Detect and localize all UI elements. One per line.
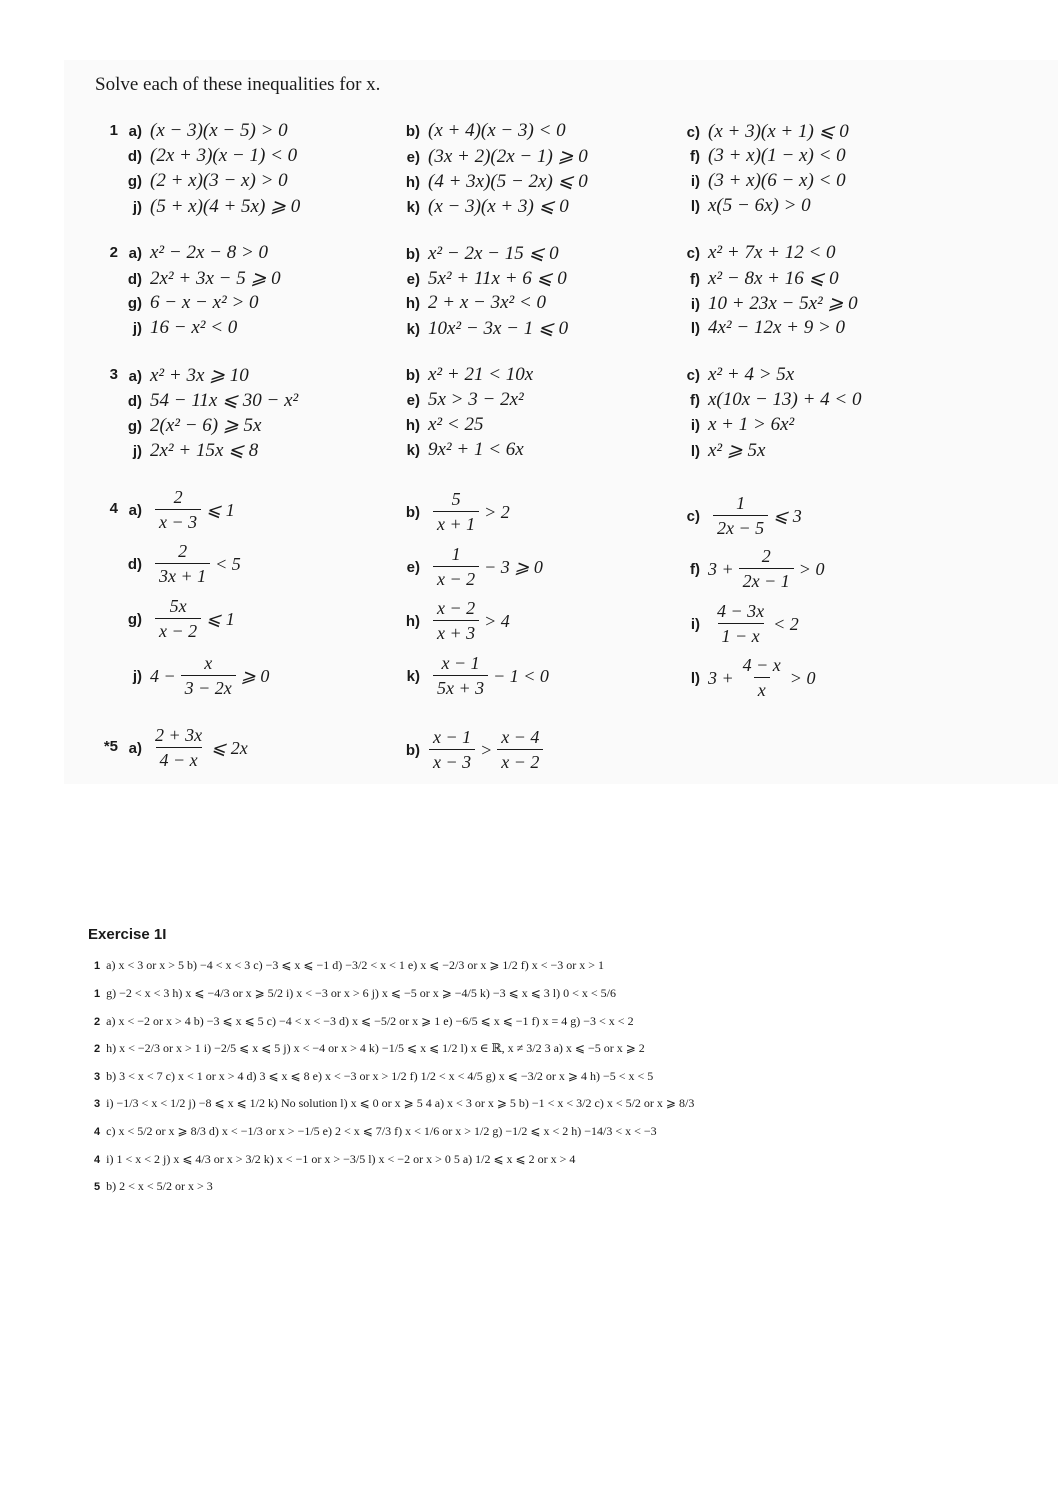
inequality: 10x² − 3x − 1 ⩽ 0	[428, 318, 569, 339]
q5-item-b	[400, 724, 546, 776]
q2-item-i	[680, 292, 858, 315]
inequality-sign: >	[480, 739, 493, 760]
q3-item-b	[400, 364, 533, 386]
item-label: h)	[405, 174, 420, 191]
item-label: g)	[127, 418, 142, 435]
inequality: 4x² − 12x + 9 > 0	[708, 317, 846, 338]
answer-question-number: 3	[94, 1071, 101, 1083]
numerator: 2	[173, 487, 183, 508]
inequality: (x − 3)(x + 3) ⩽ 0	[428, 196, 569, 217]
numerator: x − 1	[433, 727, 472, 748]
item-label: c)	[686, 507, 700, 525]
item-label: k)	[406, 199, 420, 216]
item-label: d)	[127, 148, 142, 165]
inequality: (3x + 2)(2x − 1) ⩾ 0	[428, 146, 588, 167]
answer-line	[94, 1124, 657, 1139]
denominator: x − 2	[433, 566, 479, 589]
numerator: 2 + 3x	[155, 725, 203, 746]
denominator: x − 3	[429, 749, 475, 772]
inequality: 2x² + 15x ⩽ 8	[150, 440, 259, 461]
q4-item-b	[400, 486, 512, 538]
inequality: 5x² + 11x + 6 ⩽ 0	[428, 268, 567, 289]
item-label: a)	[128, 123, 142, 140]
suffix-term: ⩽ 1	[206, 608, 235, 629]
answer-line	[94, 1179, 213, 1194]
answer-question-number: 3	[94, 1098, 101, 1110]
answer-question-number: 2	[94, 1016, 101, 1028]
question-number-5: *5	[103, 738, 118, 755]
suffix-term: ⩽ 3	[773, 505, 802, 526]
item-label: g)	[127, 173, 142, 190]
inequality: 10 + 23x − 5x² ⩾ 0	[708, 293, 858, 314]
item-label: e)	[406, 392, 420, 409]
item-label: a)	[128, 739, 142, 757]
fraction	[713, 602, 768, 646]
answer-line	[94, 1014, 634, 1029]
item-label: k)	[406, 667, 420, 685]
inequality: (x + 3)(x + 1) ⩽ 0	[708, 121, 849, 142]
item-label: b)	[405, 503, 420, 521]
q3-item-l	[680, 439, 765, 462]
q4-item-c	[680, 490, 804, 542]
item-label: h)	[405, 417, 420, 434]
item-label: a)	[128, 245, 142, 262]
item-label: a)	[128, 368, 142, 385]
inequality: 9x² + 1 < 6x	[428, 439, 524, 460]
fraction-right	[497, 728, 543, 772]
inequality: 54 − 11x ⩽ 30 − x²	[150, 390, 299, 411]
numerator: 1	[451, 544, 461, 565]
numerator: 5x	[169, 596, 187, 617]
answer-question-number: 1	[94, 988, 101, 1000]
item-label: b)	[405, 741, 420, 759]
item-label: f)	[690, 560, 700, 578]
inequality: x² + 4 > 5x	[708, 364, 795, 385]
item-label: d)	[127, 393, 142, 410]
q1-item-g	[122, 170, 288, 192]
q3-item-c	[680, 364, 794, 386]
numerator: 4 − 3x	[717, 601, 765, 622]
fraction	[151, 726, 206, 770]
inequality: x + 1 > 6x²	[708, 414, 795, 435]
q2-item-d	[122, 267, 281, 290]
q2-item-f	[680, 267, 839, 290]
q2-item-b	[400, 242, 559, 265]
numerator: x	[204, 653, 213, 674]
denominator: 2x − 5	[713, 515, 768, 538]
inequality: x² < 25	[428, 414, 484, 435]
q2-item-h	[400, 292, 546, 314]
item-label: e)	[406, 558, 420, 576]
inequality: (3 + x)(6 − x) < 0	[708, 170, 846, 191]
inequality: 2 + x − 3x² < 0	[428, 292, 547, 313]
inequality: (x + 4)(x − 3) < 0	[428, 120, 566, 141]
q3-item-h	[400, 414, 483, 436]
inequality: x² + 3x ⩾ 10	[150, 365, 249, 386]
q3-item-e	[400, 389, 524, 411]
fraction	[155, 597, 201, 641]
numerator: x − 4	[501, 727, 540, 748]
answer-text: h) x < −2/3 or x > 1 i) −2/5 ⩽ x ⩽ 5 j) x < −4 or x > 4 k) −1/5 ⩽ x ⩽ 1/2 l) x ∈ ℝ, x ≠ 3/2 3 a) x ⩽ −5 or x ⩾ 2	[106, 1041, 645, 1055]
inequality: 5x > 3 − 2x²	[428, 389, 524, 410]
numerator: 5	[451, 489, 461, 510]
inequality: x² ⩾ 5x	[708, 440, 766, 461]
denominator: 3 − 2x	[181, 675, 236, 698]
fraction	[181, 654, 236, 698]
q3-item-g	[122, 414, 261, 437]
item-label: h)	[405, 295, 420, 312]
item-label: e)	[406, 271, 420, 288]
answer-text: i) 1 < x < 2 j) x ⩽ 4/3 or x > 3/2 k) x < −1 or x > −3/5 l) x < −2 or x > 0 5 a) 1/2 ⩽ x ⩽ 2 or x > 4	[106, 1152, 576, 1166]
q1-item-k	[400, 195, 569, 218]
q1-item-j	[122, 195, 300, 218]
q4-item-i	[680, 598, 801, 650]
item-label: b)	[405, 123, 420, 140]
question-number-1: 1	[109, 122, 118, 139]
answer-text: b) 3 < x < 7 c) x < 1 or x > 4 d) 3 ⩽ x ⩽ 8 e) x < −3 or x > 1/2 f) 1/2 < x < 4/5 g) x ⩽ −3/2 or x ⩾ 4 h) −5 < x < 5	[106, 1069, 654, 1083]
denominator: 1 − x	[718, 623, 764, 646]
denominator: 3x + 1	[155, 563, 210, 586]
suffix-term: < 5	[215, 553, 241, 574]
suffix-term: − 1 < 0	[493, 665, 549, 686]
q4-item-d	[122, 538, 243, 590]
item-label: l)	[690, 669, 700, 687]
answer-line	[94, 1069, 653, 1084]
answer-question-number: 2	[94, 1043, 101, 1055]
item-label: c)	[686, 367, 700, 384]
item-label: f)	[690, 392, 700, 409]
fraction	[739, 656, 785, 700]
item-label: b)	[405, 367, 420, 384]
fraction	[433, 490, 479, 534]
answer-line	[94, 1152, 575, 1167]
q3-item-i	[680, 414, 794, 436]
suffix-term: > 0	[789, 667, 816, 688]
inequality: (5 + x)(4 + 5x) ⩾ 0	[150, 196, 301, 217]
denominator: 5x + 3	[433, 675, 488, 698]
q4-item-e	[400, 541, 545, 593]
item-label: l)	[690, 443, 700, 460]
q1-item-l	[680, 195, 811, 217]
q3-item-d	[122, 389, 298, 412]
q3-item-j	[122, 439, 258, 462]
q3-item-f	[680, 389, 861, 411]
fraction	[433, 545, 479, 589]
item-label: j)	[132, 199, 142, 216]
denominator: x	[754, 677, 770, 700]
suffix-term: < 2	[773, 613, 799, 634]
fraction	[155, 542, 210, 586]
denominator: x + 3	[433, 620, 479, 643]
item-label: i)	[690, 615, 700, 633]
suffix-term: − 3 ⩾ 0	[484, 556, 543, 577]
suffix-term: ⩽ 1	[206, 499, 235, 520]
inequality: x² + 21 < 10x	[428, 364, 534, 385]
answer-question-number: 4	[94, 1126, 101, 1138]
suffix-term: > 2	[484, 501, 510, 522]
inequality: (2 + x)(3 − x) > 0	[150, 170, 288, 191]
item-label: l)	[690, 198, 700, 215]
denominator: 4 − x	[156, 747, 202, 770]
q1-item-c	[680, 120, 849, 143]
item-label: h)	[405, 612, 420, 630]
inequality: 2x² + 3x − 5 ⩾ 0	[150, 268, 281, 289]
item-label: f)	[690, 148, 700, 165]
numerator: 4 − x	[742, 655, 781, 676]
inequality: (x − 3)(x − 5) > 0	[150, 120, 288, 141]
item-label: e)	[406, 149, 420, 166]
prefix-term: 4 −	[150, 665, 176, 686]
q4-item-l	[680, 652, 817, 704]
answer-line	[94, 1096, 694, 1111]
inequality: x(5 − 6x) > 0	[708, 195, 811, 216]
answer-text: a) x < −2 or x > 4 b) −3 ⩽ x ⩽ 5 c) −4 < x < −3 d) x ⩽ −5/2 or x ⩾ 1 e) −6/5 ⩽ x ⩽ −1 f) x = 4 g) −3 < x < 2	[106, 1014, 634, 1028]
fraction-left	[429, 728, 475, 772]
item-label: d)	[127, 555, 142, 573]
question-number-3: 3	[109, 366, 118, 383]
prefix-term: 3 +	[708, 558, 734, 579]
inequality: x² − 8x + 16 ⩽ 0	[708, 268, 839, 289]
answer-question-number: 4	[94, 1154, 101, 1166]
fraction	[713, 494, 768, 538]
numerator: 2	[178, 541, 188, 562]
q2-item-k	[400, 317, 568, 340]
denominator: 2x − 1	[739, 568, 794, 591]
inequality: (4 + 3x)(5 − 2x) ⩽ 0	[428, 171, 588, 192]
denominator: x + 1	[433, 511, 479, 534]
item-label: i)	[690, 173, 700, 190]
suffix-term: ⩾ 0	[240, 665, 270, 686]
item-label: c)	[686, 124, 700, 141]
q1-item-e	[400, 145, 588, 168]
inequality: 6 − x − x² > 0	[150, 292, 259, 313]
q3-item-a	[122, 364, 249, 387]
answer-question-number: 1	[94, 960, 101, 972]
instruction-text: Solve each of these inequalities for x.	[95, 74, 381, 95]
inequality: (2x + 3)(x − 1) < 0	[150, 145, 298, 166]
numerator: 2	[761, 546, 771, 567]
inequality: 2(x² − 6) ⩾ 5x	[150, 415, 262, 436]
suffix-term: > 4	[484, 610, 510, 631]
inequality: x(10x − 13) + 4 < 0	[708, 389, 862, 410]
q2-item-j	[122, 317, 237, 339]
answer-line	[94, 958, 604, 973]
q4-item-g	[122, 593, 237, 645]
answer-text: i) −1/3 < x < 1/2 j) −8 ⩽ x ⩽ 1/2 k) No solution l) x ⩽ 0 or x ⩾ 5 4 a) x < 3 or x ⩾ 5 b) −1 < x < 3/2 c) x < 5/2 or x ⩾ 8/3	[106, 1096, 695, 1110]
prefix-term: 3 +	[708, 667, 734, 688]
q4-item-j	[122, 650, 271, 702]
fraction	[739, 547, 794, 591]
item-label: b)	[405, 246, 420, 263]
item-label: g)	[127, 610, 142, 628]
q1-item-a	[122, 120, 288, 142]
inequality: x² − 2x − 8 > 0	[150, 242, 269, 263]
fraction	[433, 654, 488, 698]
q3-item-k	[400, 439, 524, 461]
item-label: a)	[128, 501, 142, 519]
item-label: l)	[690, 320, 700, 337]
answer-text: a) x < 3 or x > 5 b) −4 < x < 3 c) −3 ⩽ x ⩽ −1 d) −3/2 < x < 1 e) x ⩽ −2/3 or x ⩾ 1/2 f) x < −3 or x > 1	[106, 958, 605, 972]
denominator: x − 2	[497, 749, 543, 772]
denominator: x − 3	[155, 509, 201, 532]
numerator: x − 2	[437, 598, 476, 619]
item-label: k)	[406, 321, 420, 338]
q1-item-d	[122, 145, 297, 167]
q2-item-c	[680, 242, 836, 264]
numerator: x − 1	[441, 653, 480, 674]
answer-line	[94, 1041, 645, 1056]
q1-item-h	[400, 170, 588, 193]
numerator: 1	[736, 493, 746, 514]
question-number-4: 4	[109, 500, 118, 517]
inequality: (3 + x)(1 − x) < 0	[708, 145, 846, 166]
item-label: k)	[406, 442, 420, 459]
item-label: i)	[690, 296, 700, 313]
inequality: x² − 2x − 15 ⩽ 0	[428, 243, 559, 264]
q2-item-g	[122, 292, 259, 314]
item-label: d)	[127, 271, 142, 288]
q4-item-h	[400, 595, 512, 647]
q1-item-i	[680, 170, 846, 192]
answer-text: g) −2 < x < 3 h) x ⩽ −4/3 or x ⩾ 5/2 i) x < −3 or x > 6 j) x ⩽ −5 or x ⩾ −4/5 k) −3 ⩽ x ⩽ 3 l) 0 < x < 5/6	[106, 986, 616, 1000]
suffix-term: ⩽ 2x	[211, 737, 248, 758]
q5-item-a	[122, 722, 250, 774]
inequality: x² + 7x + 12 < 0	[708, 242, 836, 263]
answer-text: c) x < 5/2 or x ⩾ 8/3 d) x < −1/3 or x > −1/5 e) 2 < x ⩽ 7/3 f) x < 1/6 or x > 1/2 g) −1/2 ⩽ x < 2 h) −14/3 < x < −3	[106, 1124, 657, 1138]
q1-item-b	[400, 120, 566, 142]
item-label: i)	[690, 417, 700, 434]
suffix-term: > 0	[798, 558, 825, 579]
denominator: x − 2	[155, 618, 201, 641]
answer-question-number: 5	[94, 1181, 101, 1193]
item-label: f)	[690, 271, 700, 288]
fraction	[433, 599, 479, 643]
question-number-2: 2	[109, 244, 118, 261]
item-label: j)	[132, 443, 142, 460]
fraction	[155, 488, 201, 532]
q1-item-f	[680, 145, 846, 167]
q4-item-k	[400, 650, 551, 702]
item-label: j)	[132, 320, 142, 337]
answer-text: b) 2 < x < 5/2 or x > 3	[106, 1179, 213, 1193]
q2-item-l	[680, 317, 845, 339]
q2-item-a	[122, 242, 268, 264]
q4-item-a	[122, 484, 237, 536]
item-label: c)	[686, 245, 700, 262]
answer-line	[94, 986, 616, 1001]
item-label: g)	[127, 295, 142, 312]
inequality: 16 − x² < 0	[150, 317, 238, 338]
answers-heading: Exercise 1I	[88, 926, 167, 943]
item-label: j)	[132, 667, 142, 685]
q2-item-e	[400, 267, 567, 290]
q4-item-f	[680, 543, 826, 595]
